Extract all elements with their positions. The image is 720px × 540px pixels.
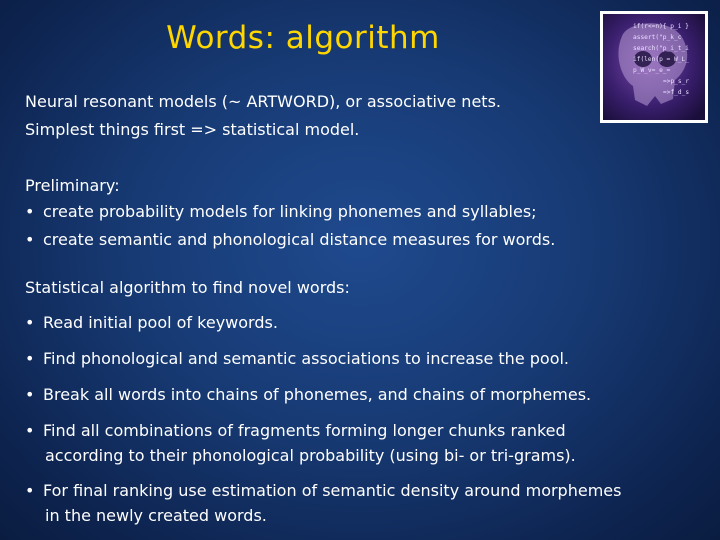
- bullet-icon: •: [25, 481, 35, 500]
- list-item: [25, 347, 569, 371]
- list-item-text: create probability models for linking phonemes and syllables;: [43, 202, 537, 221]
- logo-code-line: if(r<=n){ p_i }: [633, 23, 689, 30]
- bullet-icon: •: [25, 313, 35, 332]
- logo-code-line: search("p_i_t_i: [633, 45, 689, 52]
- list-item-continuation: in the newly created words.: [45, 506, 267, 525]
- list-item: [25, 419, 566, 443]
- skull-code-graphic: [603, 14, 705, 120]
- list-item-text: Find all combinations of fragments forming longer chunks ranked: [43, 421, 566, 440]
- skull-code-icon: [600, 11, 708, 123]
- list-item: [25, 311, 278, 335]
- list-item-text: Read initial pool of keywords.: [43, 313, 278, 332]
- statistical-heading: Statistical algorithm to find novel words:: [25, 278, 350, 297]
- list-item: [25, 479, 621, 503]
- logo-code-line: =>p_s_r: [663, 78, 690, 85]
- list-item-text: Break all words into chains of phonemes, and chains of morphemes.: [43, 385, 592, 404]
- logo-code-line: if(len(p = W_L_: [633, 56, 689, 63]
- list-item-continuation: according to their phonological probability (using bi- or tri-grams).: [45, 446, 576, 465]
- list-item-text: create semantic and phonological distance measures for words.: [43, 230, 556, 249]
- list-item-text: Find phonological and semantic associations to increase the pool.: [43, 349, 570, 368]
- logo-code-line: assert("p_k_c: [633, 34, 682, 41]
- intro-line-1: Neural resonant models (~ ARTWORD), or associative nets.: [25, 92, 501, 111]
- list-item-text: For final ranking use estimation of semantic density around morphemes: [43, 481, 622, 500]
- bullet-icon: •: [25, 349, 35, 368]
- list-item: [25, 228, 555, 252]
- bullet-icon: •: [25, 230, 35, 249]
- list-item: [25, 383, 591, 407]
- list-item: [25, 200, 537, 224]
- bullet-icon: •: [25, 385, 35, 404]
- intro-line-2: Simplest things first => statistical model.: [25, 120, 360, 139]
- logo-code-line: p_W_v=_e_=: [633, 67, 671, 74]
- logo-code-line: =>f_d_s: [663, 89, 690, 96]
- slide-title: Words: algorithm: [166, 20, 440, 56]
- preliminary-heading: Preliminary:: [25, 176, 120, 195]
- bullet-icon: •: [25, 202, 35, 221]
- bullet-icon: •: [25, 421, 35, 440]
